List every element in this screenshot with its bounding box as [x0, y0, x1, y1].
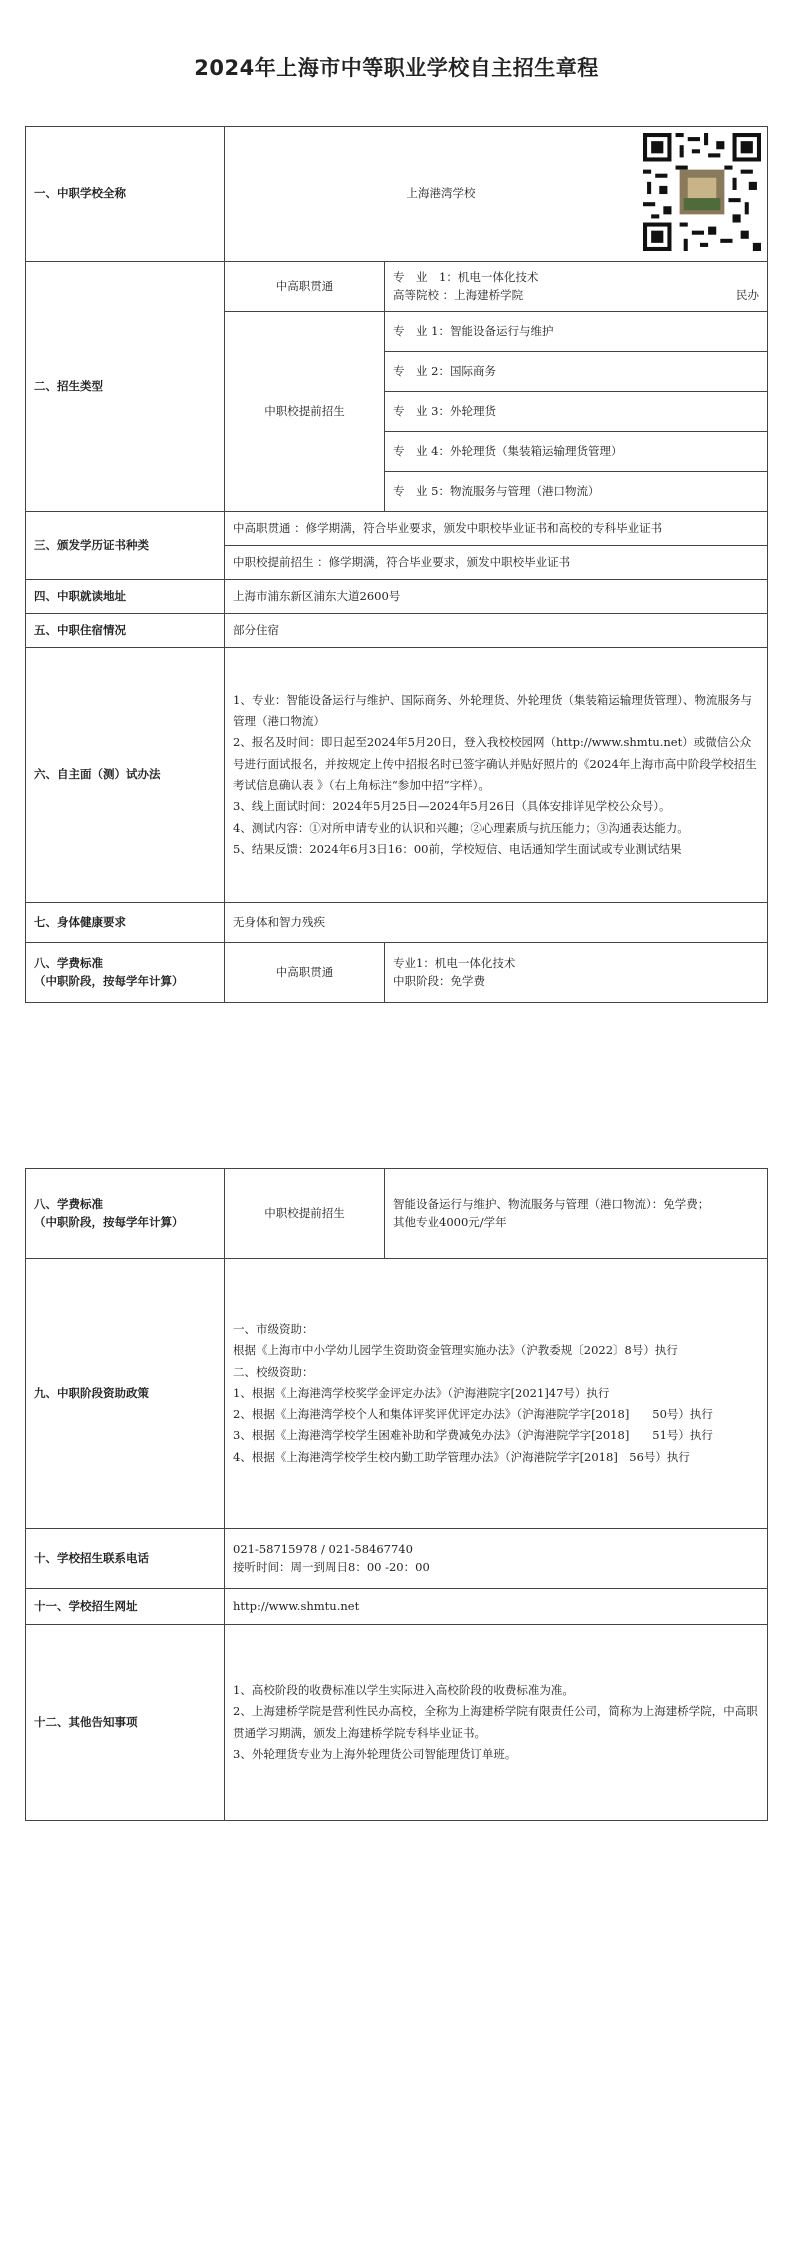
row-accommodation [26, 614, 768, 648]
tuition-label [26, 943, 225, 1003]
funding-line: 4、根据《上海港湾学校学生校内勤工助学管理办法》（沪海港院学字[2018] 56号）执行 [233, 1449, 690, 1464]
tuition-line-1: 智能设备运行与维护、物流服务与管理（港口物流）：免学费； [393, 1197, 710, 1212]
qr-code-icon [643, 133, 761, 251]
phone-label: 十、学校招生联系电话 [26, 1529, 225, 1589]
funding-line: 2、根据《上海港湾学校个人和集体评奖评优评定办法》（沪海港院学字[2018] 50号）执行 [233, 1407, 713, 1422]
phone-hours: 接听时间：周一到周日8：00 -20：00 [233, 1559, 430, 1574]
notice-line: 1、高校阶段的收费标准以学生实际进入高校阶段的收费标准为准。 [233, 1682, 574, 1697]
interview-content [225, 648, 768, 903]
major-item: 专 业 1：智能设备运行与维护 [385, 312, 768, 352]
funding-line: 1、根据《上海港湾学校奖学金评定办法》（沪海港院字[2021]47号）执行 [233, 1385, 610, 1400]
row-school-name [26, 127, 768, 262]
address-value: 上海市浦东新区浦东大道2600号 [225, 580, 768, 614]
tuition-line-1: 专业1：机电一体化技术 [393, 956, 516, 971]
major-item: 专 业 2：国际商务 [385, 352, 768, 392]
health-value: 无身体和智力残疾 [225, 903, 768, 943]
accommodation-label: 五、中职住宿情况 [26, 614, 225, 648]
tuition-label-sub: （中职阶段，按每学年计算） [34, 1214, 184, 1229]
row-interview [26, 648, 768, 903]
tuition-label-main: 八、学费标准 [34, 956, 103, 971]
tuition-label-main: 八、学费标准 [34, 1197, 103, 1212]
major-item: 专 业 5：物流服务与管理（港口物流） [385, 472, 768, 512]
accommodation-value: 部分住宿 [225, 614, 768, 648]
tuition-type: 中职校提前招生 [225, 1169, 385, 1259]
type1-college: 高等院校 ：上海建桥学院 [393, 287, 524, 302]
health-label: 七、身体健康要求 [26, 903, 225, 943]
school-name-label: 一、中职学校全称 [26, 127, 225, 262]
interview-line: 4、测试内容：①对所申请专业的认识和兴趣；②心理素质与抗压能力；③沟通表达能力。 [233, 820, 689, 835]
row-type1 [26, 262, 768, 312]
interview-line: 2、报名及时间：即日起至2024年5月20日，登入我校校园网（http://www.shmtu.net）或微信公众号进行面试报名，并按规定上传中招报名时已签字确认并贴好照片的《2024年上海市高中阶段学校招生考试信息确认表 》（右上角标注“参加中招”字样）。 [233, 735, 757, 792]
row-certificate-1 [26, 512, 768, 546]
type1-name: 中高职贯通 [225, 262, 385, 312]
funding-line: 3、根据《上海港湾学校学生困难补助和学费减免办法》（沪海港院学字[2018] 51号）执行 [233, 1428, 713, 1443]
website-link[interactable]: http://www.shmtu.net [225, 1589, 768, 1625]
tuition-type: 中高职贯通 [225, 943, 385, 1003]
major-item: 专 业 3：外轮理货 [385, 392, 768, 432]
row-phone [26, 1529, 768, 1589]
type1-college-type: 民办 [736, 287, 759, 302]
tuition-line-2: 其他专业4000元/学年 [393, 1214, 507, 1229]
funding-label: 九、中职阶段资助政策 [26, 1259, 225, 1529]
row-address [26, 580, 768, 614]
interview-label: 六、自主面（测）试办法 [26, 648, 225, 903]
phone-numbers: 021-58715978 / 021-58467740 [233, 1542, 413, 1557]
funding-line: 二、校级资助： [233, 1364, 314, 1379]
phone-content [225, 1529, 768, 1589]
notice-line: 2、上海建桥学院是营利性民办高校，全称为上海建桥学院有限责任公司，简称为上海建桥学院，中高职贯通学习期满，颁发上海建桥学院专科毕业证书。 [233, 1704, 758, 1740]
type2-name: 中职校提前招生 [225, 312, 385, 512]
certificate-line-1: 中高职贯通 ：修学期满，符合毕业要求，颁发中职校毕业证书和高校的专科毕业证书 [225, 512, 768, 546]
type1-major: 专 业 1：机电一体化技术 [393, 270, 539, 285]
interview-line: 5、结果反馈：2024年6月3日16：00前，学校短信、电话通知学生面试或专业测试结果 [233, 841, 682, 856]
interview-line: 1、专业：智能设备运行与维护、国际商务、外轮理货、外轮理货（集装箱运输理货管理）、物流服务与管理（港口物流） [233, 692, 753, 729]
tuition-line-2: 中职阶段：免学费 [393, 973, 485, 988]
notice-line: 3、外轮理货专业为上海外轮理货公司智能理货订单班。 [233, 1746, 517, 1761]
row-tuition-b [26, 1169, 768, 1259]
row-website [26, 1589, 768, 1625]
admission-type-label: 二、招生类型 [26, 262, 225, 512]
funding-content [225, 1259, 768, 1529]
notice-content [225, 1625, 768, 1821]
row-health [26, 903, 768, 943]
row-funding [26, 1259, 768, 1529]
website-label: 十一、学校招生网址 [26, 1589, 225, 1625]
school-name-cell [225, 127, 768, 262]
tuition-detail [385, 943, 768, 1003]
funding-line: 根据《上海市中小学幼儿园学生资助资金管理实施办法》（沪教委规〔2022〕8号）执行 [233, 1343, 678, 1358]
funding-line: 一、市级资助： [233, 1322, 314, 1337]
type1-detail [385, 262, 768, 312]
tuition-detail [385, 1169, 768, 1259]
school-name-value: 上海港湾学校 [406, 186, 476, 201]
interview-line: 3、线上面试时间：2024年5月25日—2024年5月26日（具体安排详见学校公众号）。 [233, 799, 671, 814]
certificate-line-2: 中职校提前招生 ：修学期满，符合毕业要求，颁发中职校毕业证书 [225, 546, 768, 580]
tuition-label-sub: （中职阶段，按每学年计算） [34, 973, 184, 988]
address-label: 四、中职就读地址 [26, 580, 225, 614]
row-tuition-a [26, 943, 768, 1003]
tuition-label [26, 1169, 225, 1259]
admission-table-part1 [25, 126, 768, 1003]
admission-table-part2 [25, 1168, 768, 1821]
page-title: 2024年上海市中等职业学校自主招生章程 [194, 56, 599, 80]
major-item: 专 业 4：外轮理货（集装箱运输理货管理） [385, 432, 768, 472]
certificate-label: 三、颁发学历证书种类 [26, 512, 225, 580]
row-notice [26, 1625, 768, 1821]
notice-label: 十二、其他告知事项 [26, 1625, 225, 1821]
